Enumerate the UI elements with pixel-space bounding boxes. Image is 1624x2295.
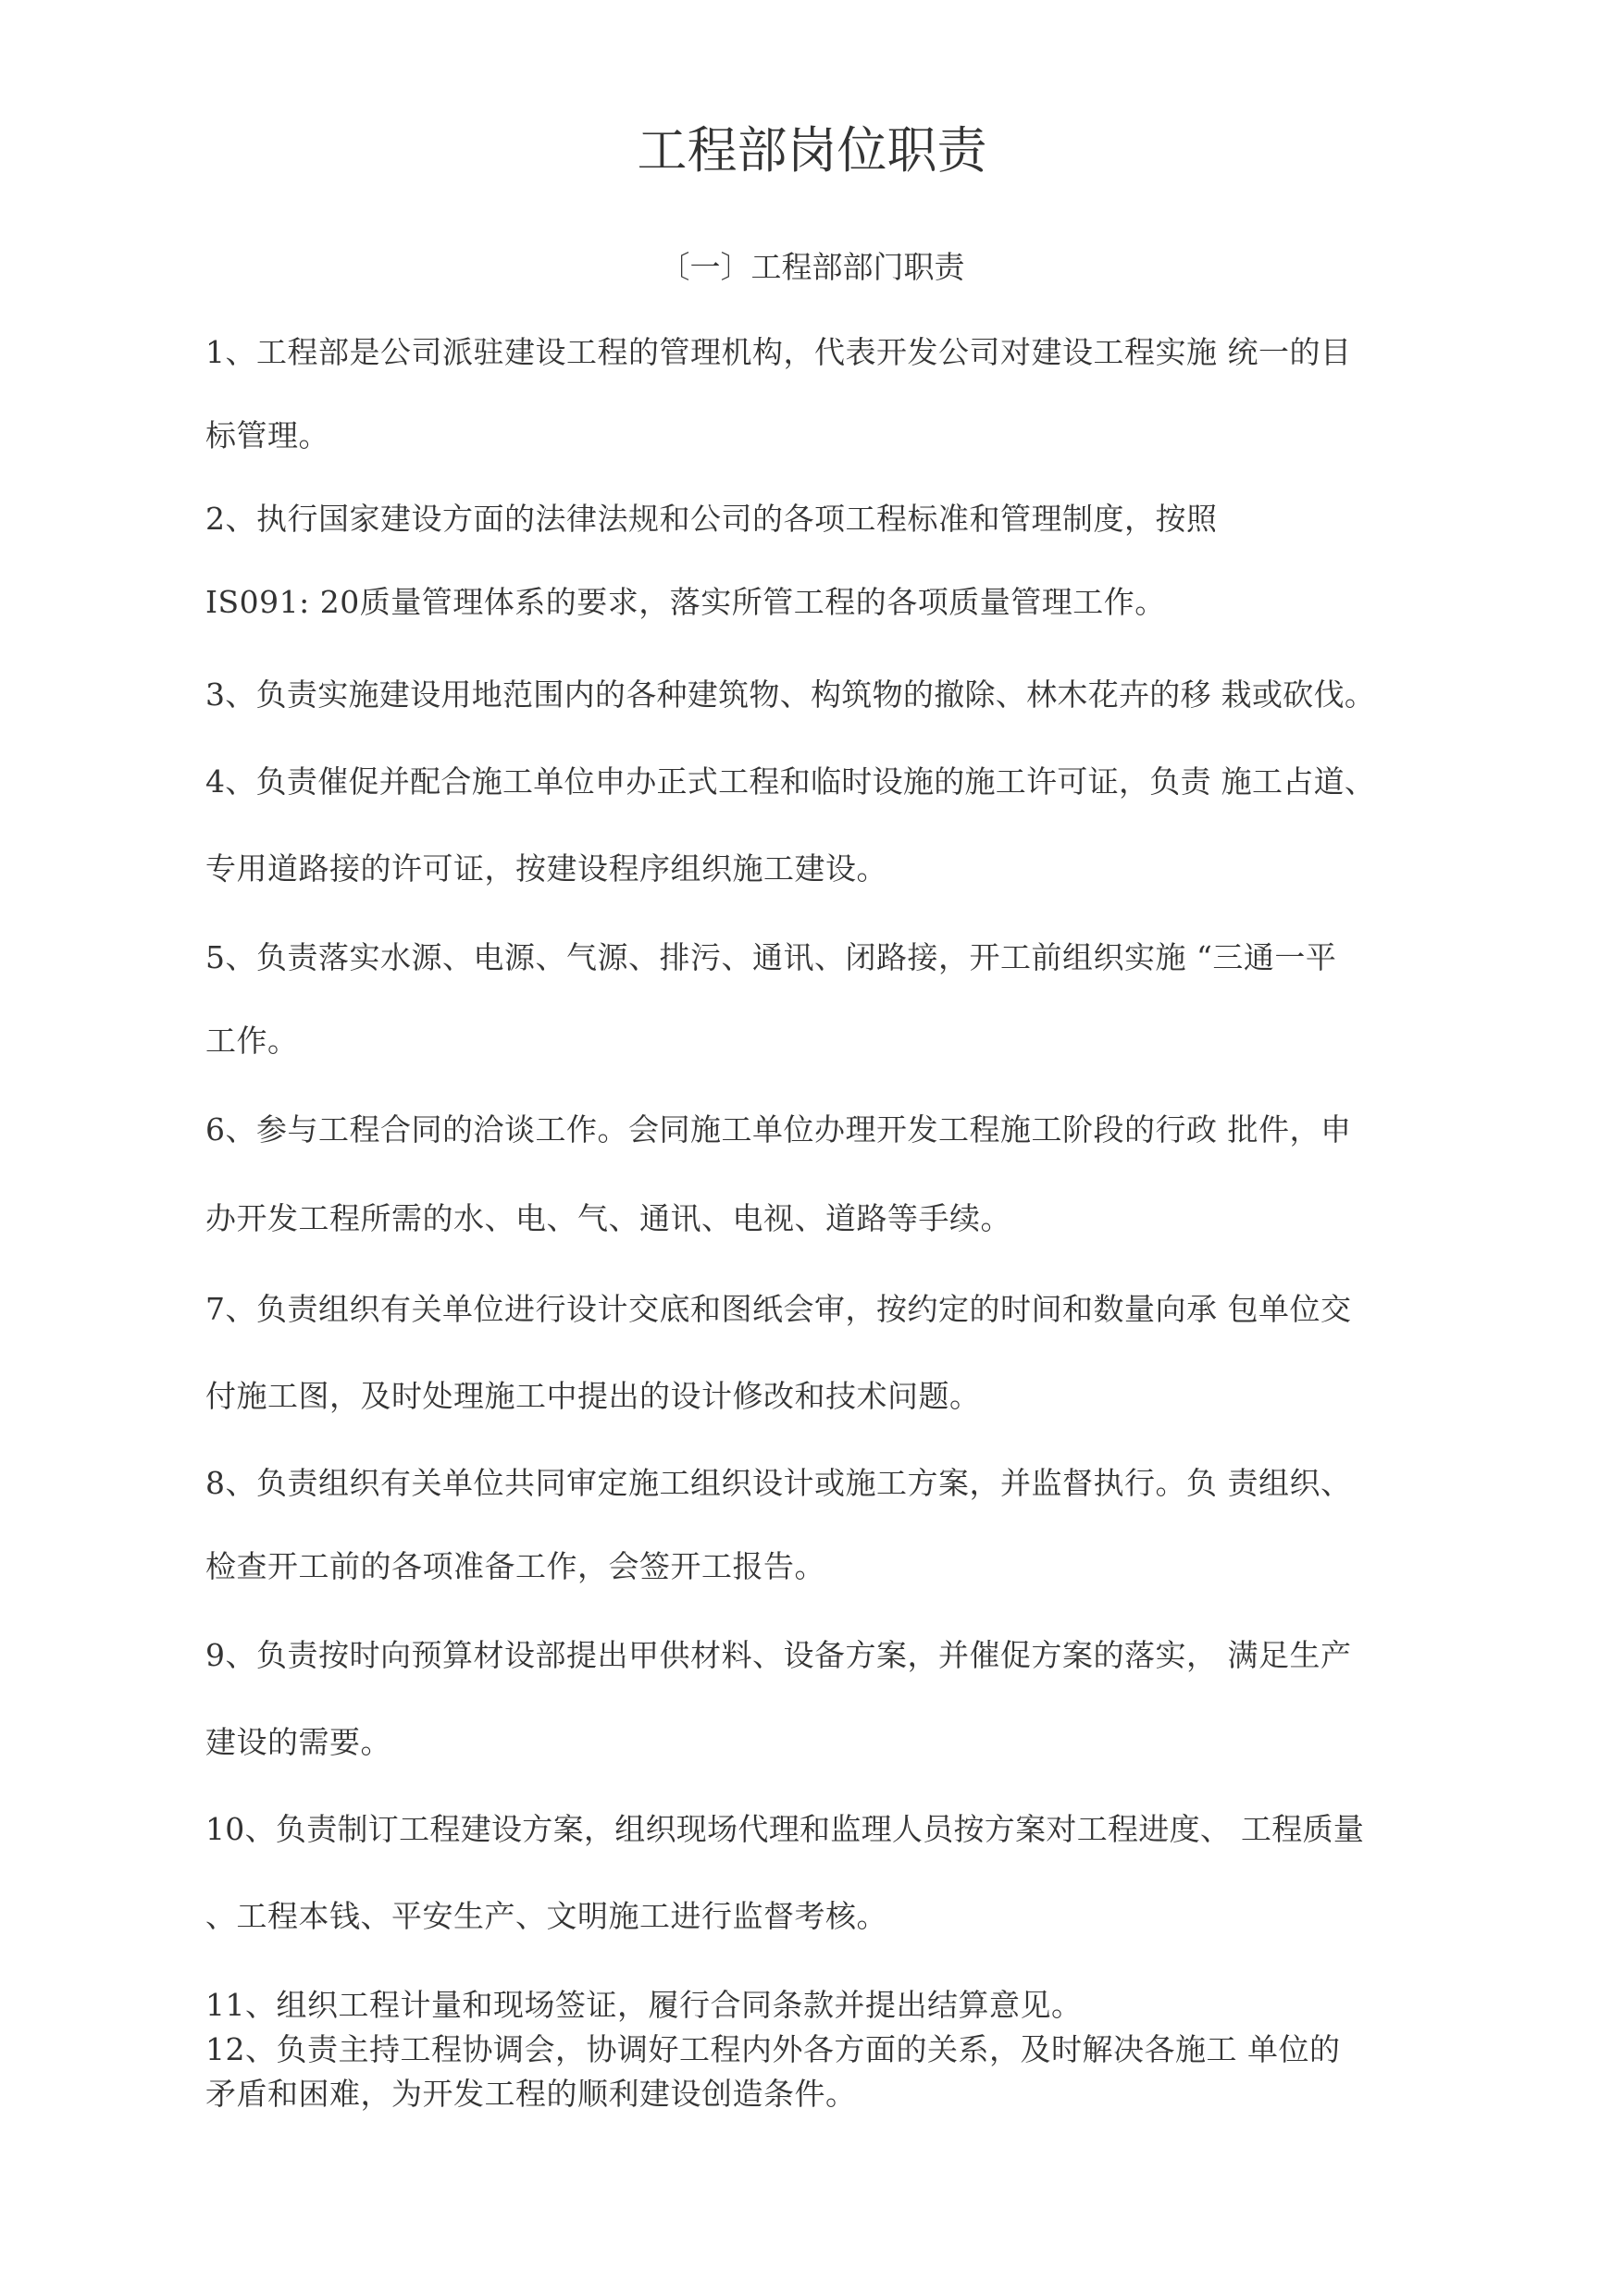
text-line: 7、负责组织有关单位进行设计交底和图纸会审，按约定的时间和数量向承 包单位交 xyxy=(205,1291,1352,1327)
text-line: 工作。 xyxy=(205,1023,299,1059)
text-line: 9、负责按时向预算材设部提出甲供材料、设备方案，并催促方案的落实， 满足生产 xyxy=(205,1637,1352,1673)
text-line: 1、工程部是公司派驻建设工程的管理机构，代表开发公司对建设工程实施 统一的目 xyxy=(205,334,1352,370)
text-line: 5、负责落实水源、电源、气源、排污、通讯、闭路接，开工前组织实施 “三通一平 xyxy=(205,939,1337,975)
document-title: 工程部岗位职责 xyxy=(637,121,987,180)
text-line: 10、负责制订工程建设方案，组织现场代理和监理人员按方案对工程进度、 工程质量 xyxy=(205,1811,1365,1847)
text-line: 4、负责催促并配合施工单位申办正式工程和临时设施的施工许可证，负责 施工占道、 xyxy=(205,763,1376,800)
text-line: 办开发工程所需的水、电、气、通讯、电视、道路等手续。 xyxy=(205,1200,1011,1236)
text-line: 2、执行国家建设方面的法律法规和公司的各项工程标准和管理制度，按照 xyxy=(205,501,1218,537)
text-line: IS091: 20质量管理体系的要求，落实所管工程的各项质量管理工作。 xyxy=(205,584,1166,620)
text-line: 建设的需要。 xyxy=(205,1724,391,1760)
text-line: 11、组织工程计量和现场签证，履行合同条款并提出结算意见。 xyxy=(205,1987,1083,2023)
text-line: 8、负责组织有关单位共同审定施工组织设计或施工方案，并监督执行。负 责组织、 xyxy=(205,1465,1352,1501)
text-line: 12、负责主持工程协调会，协调好工程内外各方面的关系，及时解决各施工 单位的 xyxy=(205,2031,1341,2067)
text-line: 3、负责实施建设用地范围内的各种建筑物、构筑物的撤除、林木花卉的移 栽或砍伐。 xyxy=(205,676,1376,713)
text-line: 矛盾和困难，为开发工程的顺利建设创造条件。 xyxy=(205,2076,857,2112)
text-line: 标管理。 xyxy=(205,417,329,453)
text-line: 检查开工前的各项准备工作，会签开工报告。 xyxy=(205,1548,825,1584)
text-line: 6、参与工程合同的洽谈工作。会同施工单位办理开发工程施工阶段的行政 批件，申 xyxy=(205,1111,1352,1148)
section-heading: 〔一〕工程部部门职责 xyxy=(659,249,965,285)
text-line: 付施工图，及时处理施工中提出的设计修改和技术问题。 xyxy=(205,1378,981,1414)
text-line: 专用道路接的许可证，按建设程序组织施工建设。 xyxy=(205,850,887,887)
text-line: 、工程本钱、平安生产、文明施工进行监督考核。 xyxy=(205,1898,887,1934)
